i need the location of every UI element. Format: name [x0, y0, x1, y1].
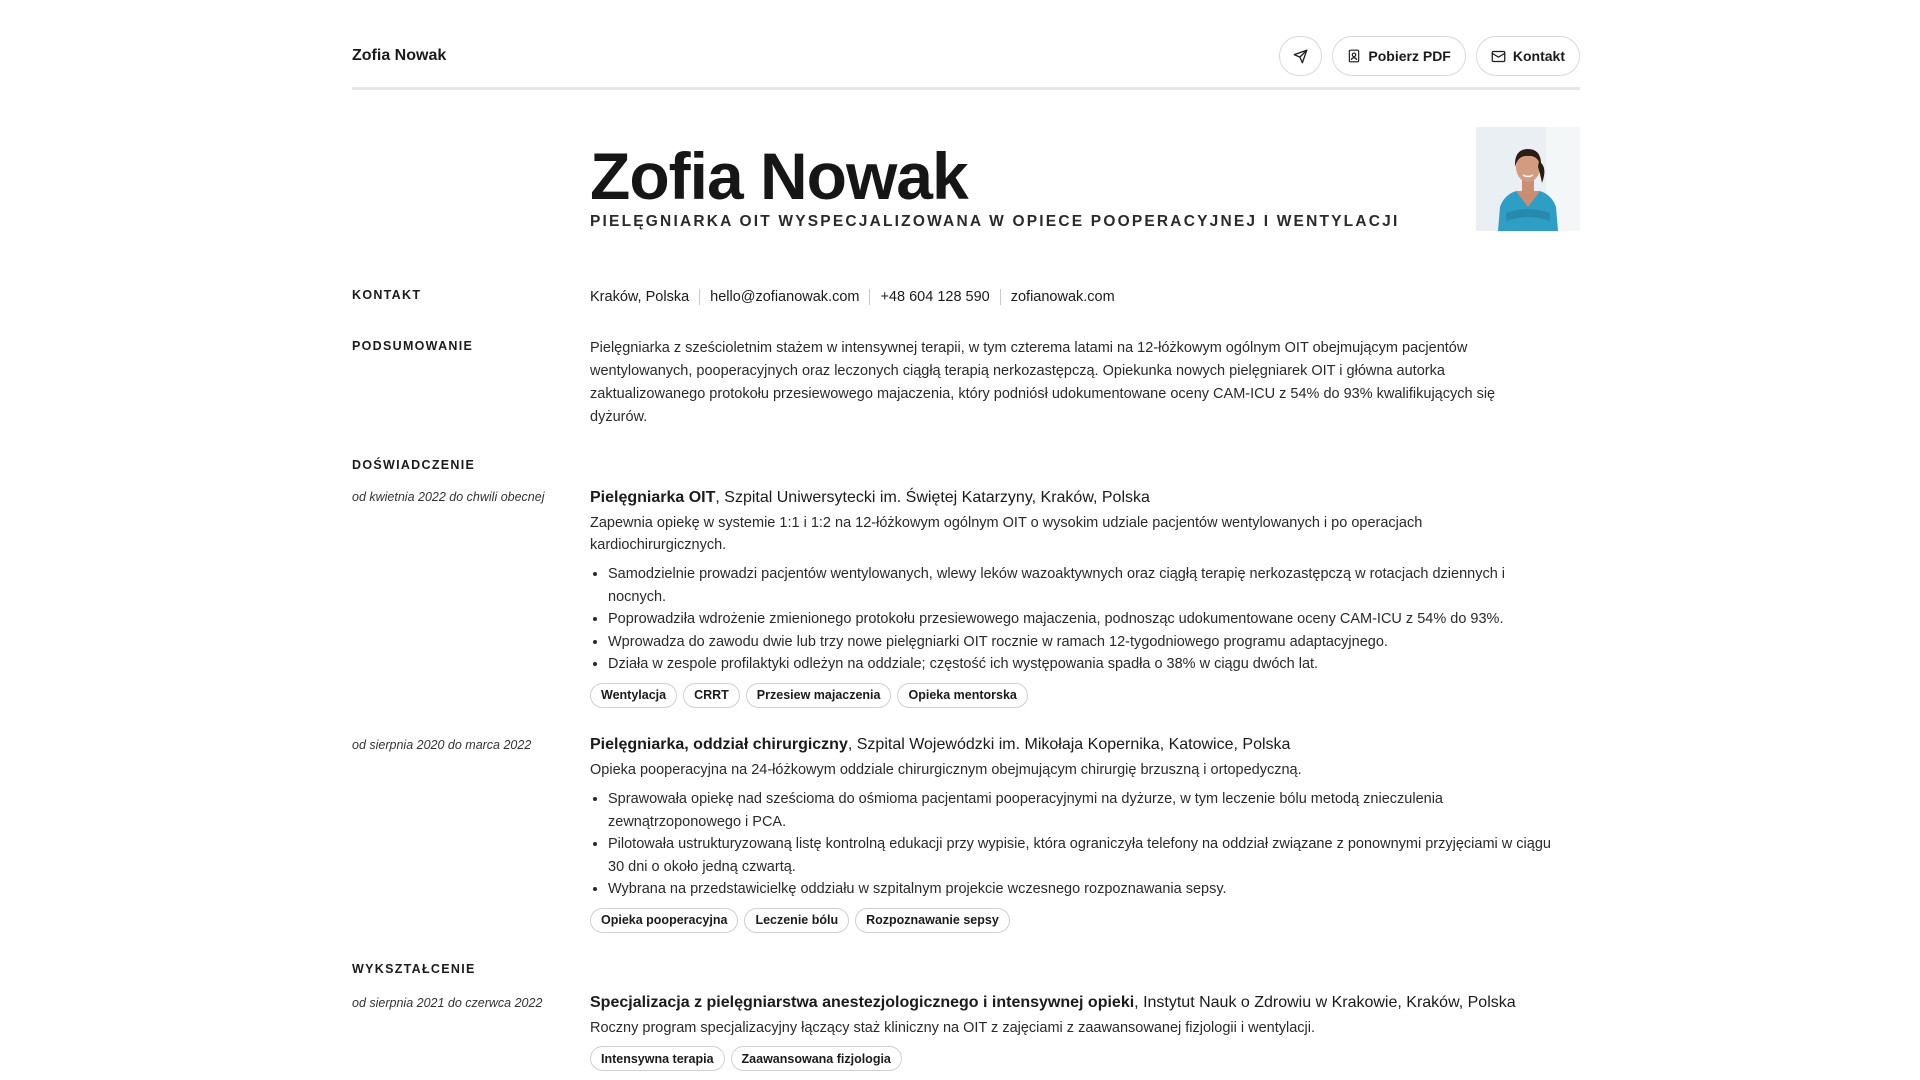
- skill-tag: Przesiew majaczenia: [746, 683, 892, 708]
- section-label-summary: PODSUMOWANIE: [352, 339, 474, 353]
- send-icon: [1293, 49, 1308, 64]
- education-heading: [590, 992, 1562, 1014]
- job-bullets: [590, 788, 1562, 901]
- contact-button[interactable]: [1476, 36, 1580, 76]
- education-organization: , Instytut Nauk o Zdrowiu w Krakowie, Kraków, Polska: [1134, 994, 1516, 1011]
- divider: [869, 289, 870, 305]
- file-user-icon: [1347, 49, 1361, 63]
- contact-email[interactable]: hello@zofianowak.com: [710, 289, 860, 305]
- profile-photo-image: [1476, 127, 1580, 231]
- skill-tags: [590, 1046, 1562, 1071]
- job-role: Pielęgniarka OIT: [590, 489, 716, 506]
- job-dates: od sierpnia 2020 do marca 2022: [352, 738, 532, 752]
- contact-info: [590, 289, 1562, 305]
- list-item: • Działa w zespole profilaktyki odleżyn na oddziale; częstość ich występowania spadła o 38% w ciągu dwóch lat.: [608, 653, 1562, 676]
- summary-text: Pielęgniarka z sześcioletnim stażem w intensywnej terapii, w tym czterema latami na 12-łóżkowym ogólnym OIT obejmującym pacjentów wentylowanych, pooperacyjnych oraz leczonych ciągłą terapią nerkozastępczą. Opiekunka nowych pielęgniarek OIT i główna autorka zaktualizowanego protokołu przesiewowego majaczenia, który podniósł udokumentowane oceny CAM-ICU z 54% do 93% kwalifikujących się dyżurów.: [590, 340, 1496, 425]
- skill-tags: [590, 908, 1562, 933]
- skill-tag: Zaawansowana fizjologia: [731, 1046, 902, 1071]
- job-organization: , Szpital Wojewódzki im. Mikołaja Kopernika, Katowice, Polska: [847, 736, 1291, 753]
- section-label-education: WYKSZTAŁCENIE: [352, 962, 476, 976]
- contact-button-label: Kontakt: [1512, 48, 1565, 64]
- hero-name: Zofia Nowak: [590, 139, 968, 213]
- list-item: • Sprawowała opiekę nad sześcioma do ośmioma pacjentami pooperacyjnymi na dyżurze, w tym leczenie bólu metodą znieczulenia zewnątrzoponowego i PCA.: [608, 788, 1562, 833]
- section-label-contact: KONTAKT: [352, 288, 422, 302]
- education-description: Roczny program specjalizacyjny łączący staż kliniczny na OIT z zajęciami z zaawansowanej fizjologii i wentylacji.: [590, 1020, 1316, 1036]
- skill-tag: Opieka mentorska: [897, 683, 1027, 708]
- list-item: • Pilotowała ustrukturyzowaną listę kontrolną edukacji przy wypisie, która ograniczyła telefony na oddział związane z ponownymi przyjęciami w ciągu 30 dni o około jedną czwartą.: [608, 833, 1562, 878]
- education-entry: [590, 992, 1562, 1071]
- education-dates: od sierpnia 2021 do czerwca 2022: [352, 996, 543, 1010]
- contact-location: Kraków, Polska: [590, 289, 690, 305]
- skill-tag: CRRT: [683, 683, 740, 708]
- profile-photo: [1476, 127, 1580, 231]
- job-heading: [590, 734, 1562, 756]
- job-heading: [590, 487, 1562, 509]
- list-item: • Wybrana na przedstawicielkę oddziału w szpitalnym projekcie wczesnego rozpoznawania sepsy.: [608, 878, 1562, 901]
- mail-icon: [1491, 49, 1506, 64]
- download-pdf-button[interactable]: [1332, 36, 1465, 76]
- list-item: • Wprowadza do zawodu dwie lub trzy nowe pielęgniarki OIT rocznie w ramach 12-tygodniowego programu adaptacyjnego.: [608, 631, 1562, 654]
- divider: [1000, 289, 1001, 305]
- section-label-experience: DOŚWIADCZENIE: [352, 458, 476, 472]
- education-degree: Specjalizacja z pielęgniarstwa anestezjologicznego i intensywnej opieki: [590, 994, 1135, 1011]
- skill-tag: Opieka pooperacyjna: [590, 908, 738, 933]
- job-dates: od kwietnia 2022 do chwili obecnej: [352, 490, 545, 504]
- skill-tag: Wentylacja: [590, 683, 677, 708]
- job-organization: , Szpital Uniwersytecki im. Świętej Katarzyny, Kraków, Polska: [715, 489, 1150, 506]
- skill-tag: Rozpoznawanie sepsy: [855, 908, 1010, 933]
- job-role: Pielęgniarka, oddział chirurgiczny: [590, 736, 848, 753]
- job-bullets: [590, 563, 1562, 676]
- hero-title: PIELĘGNIARKA OIT WYSPECJALIZOWANA W OPIECE POOPERACYJNEJ I WENTYLACJI: [590, 213, 1400, 230]
- job-entry: [590, 487, 1562, 708]
- job-entry: [590, 734, 1562, 933]
- contact-website[interactable]: zofianowak.com: [1010, 289, 1115, 305]
- skill-tag: Leczenie bólu: [744, 908, 849, 933]
- job-description: Zapewnia opiekę w systemie 1:1 i 1:2 na 12-łóżkowym ogólnym OIT o wysokim udziale pacjentów wentylowanych i po operacjach kardiochirurgicznych.: [590, 515, 1423, 553]
- top-bar: [352, 36, 1580, 90]
- share-button[interactable]: [1279, 36, 1322, 76]
- list-item: • Poprowadziła wdrożenie zmienionego protokołu przesiewowego majaczenia, podnosząc udokumentowane oceny CAM-ICU z 54% do 93%.: [608, 608, 1562, 631]
- header-actions: [1279, 36, 1580, 76]
- skill-tags: [590, 683, 1562, 708]
- skill-tag: Intensywna terapia: [590, 1046, 725, 1071]
- job-description: Opieka pooperacyjna na 24-łóżkowym oddziale chirurgicznym obejmującym chirurgię brzuszną i ortopedyczną.: [590, 762, 1302, 778]
- list-item: • Samodzielnie prowadzi pacjentów wentylowanych, wlewy leków wazoaktywnych oraz ciągłą terapię nerkozastępczą w rotacjach dziennych i nocnych.: [608, 563, 1562, 608]
- contact-phone[interactable]: +48 604 128 590: [880, 289, 990, 305]
- brand-name[interactable]: Zofia Nowak: [352, 47, 447, 64]
- divider: [699, 289, 700, 305]
- download-pdf-label: Pobierz PDF: [1368, 48, 1451, 64]
